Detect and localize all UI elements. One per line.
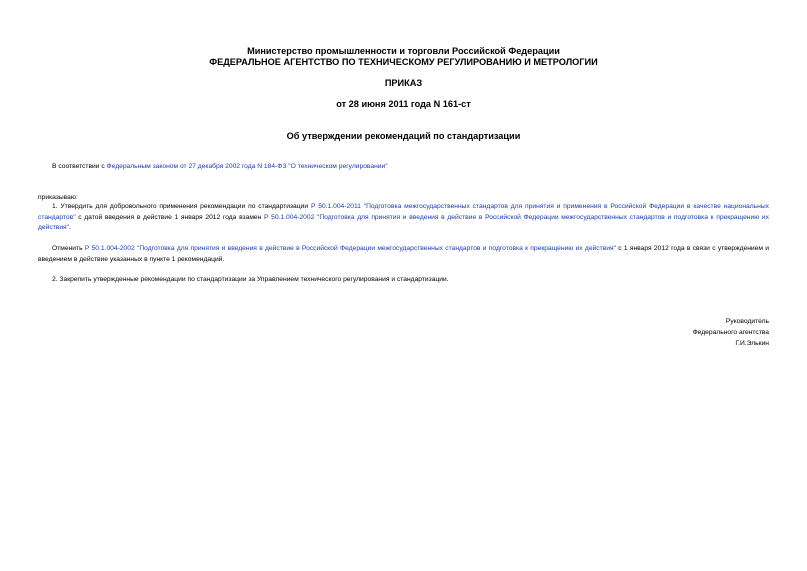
- cancel-prefix: Отменить: [52, 245, 85, 252]
- signature-name: Г.И.Элькин: [735, 340, 769, 347]
- item-2-paragraph: 2. Закрепить утвержденные рекомендации по стандартизации за Управлением технического регулирования и стандартизации.: [52, 276, 449, 283]
- cancel-paragraph: [38, 244, 769, 265]
- order-word: приказываю:: [38, 194, 78, 201]
- federal-law-link[interactable]: Федеральным законом от 27 декабря 2002 года N 184-ФЗ "О техническом регулировании": [106, 163, 388, 170]
- signature-title: Руководитель: [725, 318, 769, 325]
- agency-title: ФЕДЕРАЛЬНОЕ АГЕНТСТВО ПО ТЕХНИЧЕСКОМУ РЕГУЛИРОВАНИЮ И МЕТРОЛОГИИ: [209, 57, 598, 67]
- cancel-suffix: с 1 января 2012 года в связи с утверждением и введением в действие указанных в пункте 1 рекомендаций.: [38, 245, 769, 263]
- document-type: ПРИКАЗ: [384, 78, 423, 88]
- document-subject: Об утверждении рекомендаций по стандартизации: [286, 131, 521, 141]
- item-1-paragraph: [38, 202, 769, 234]
- standard-2002-link[interactable]: Р 50.1.004-2002 "Подготовка для принятия и введения в действие в Российской Федерации межгосударственных стандартов и подготовка к прекращению их действия": [38, 213, 769, 231]
- document-date-number: от 28 июня 2011 года N 161-ст: [336, 99, 471, 109]
- item-1-suffix: .: [69, 224, 71, 231]
- preamble: [52, 162, 769, 173]
- cancelled-standard-link[interactable]: Р 50.1.004-2002 "Подготовка для принятия и введения в действие в Российской Федерации межгосударственных стандартов и подготовка к прекращению их действия": [84, 245, 616, 252]
- signature-org: Федерального агентства: [692, 329, 769, 336]
- item-1-prefix: 1. Утвердить для добровольного применения рекомендации по стандартизации: [52, 203, 311, 210]
- ministry-title: Министерство промышленности и торговли Российской Федерации: [247, 46, 560, 56]
- standard-2011-link[interactable]: Р 50.1.004-2011 "Подготовка межгосударственных стандартов для принятия и применения в Российской Федерации в качестве национальных стандартов": [38, 203, 769, 221]
- preamble-prefix: В соответствии с: [52, 163, 107, 170]
- item-1-middle: с датой введения в действие 1 января 2012 года взамен: [75, 213, 265, 221]
